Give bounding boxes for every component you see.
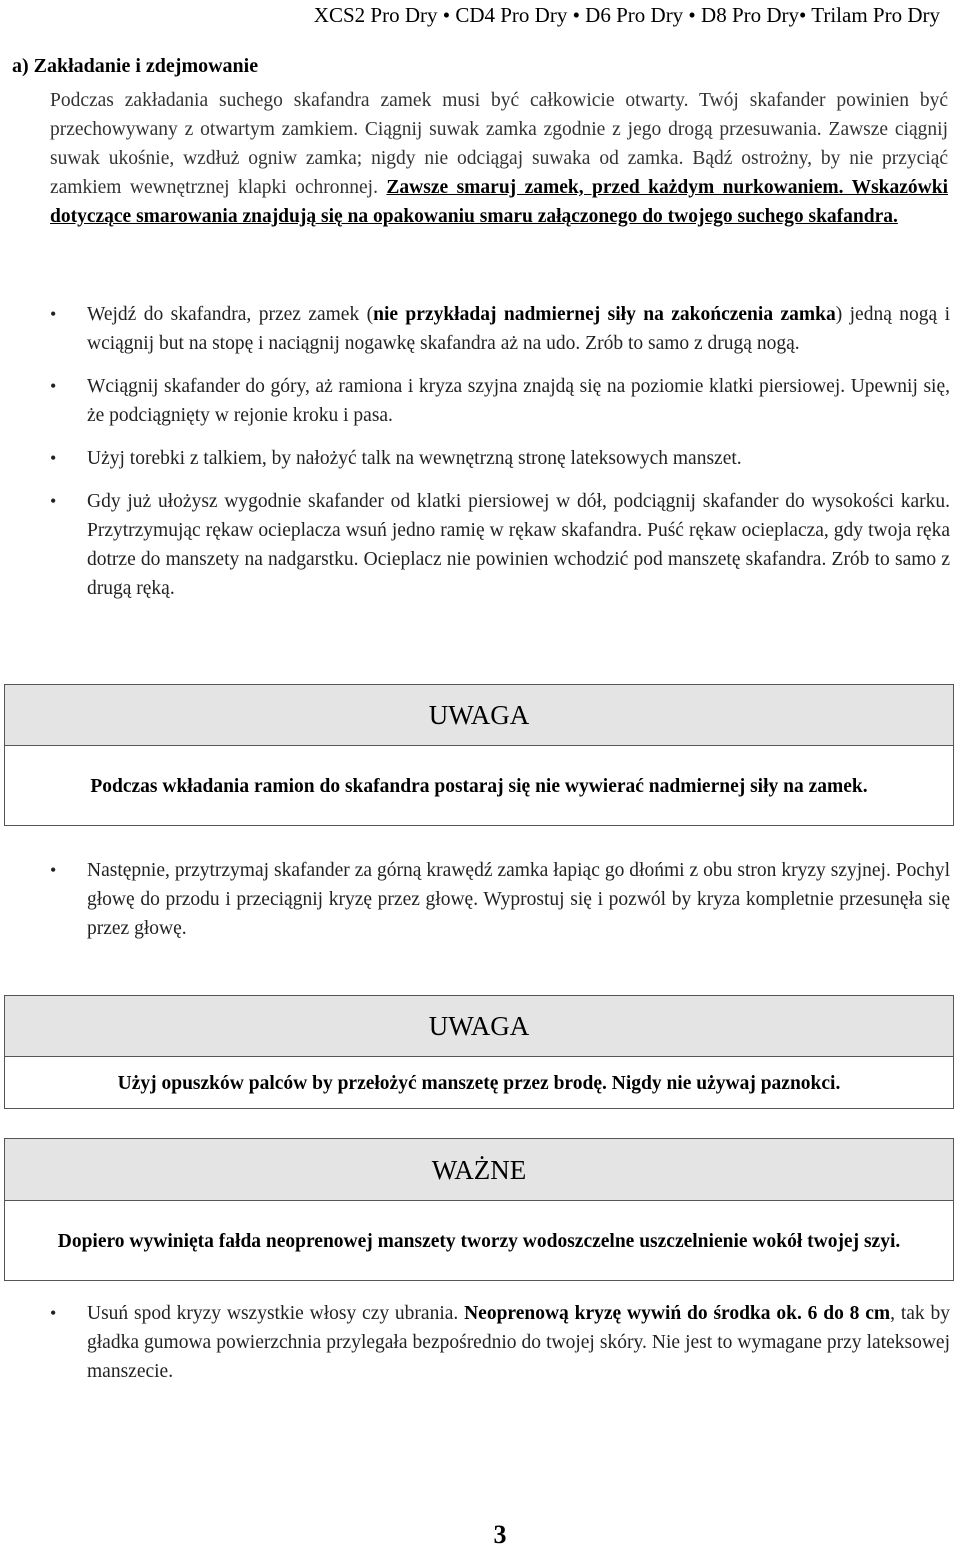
bullet-icon: • [50,448,57,468]
list-item-text: Użyj torebki z talkiem, by nałożyć talk na wewnętrzną stronę lateksowych manszet. [87,448,742,469]
bullet-list-entry-steps [50,300,950,603]
bullet-list-neoprene-seal [50,1299,950,1386]
list-item-bold: nie przykładaj nadmiernej siły na zakończenia zamka [373,304,836,325]
page-number: 3 [493,1520,507,1549]
warning-title: UWAGA [5,996,953,1057]
lubrication-emphasis: Zawsze smaruj zamek, przed każdym nurkowaniem. Wskazówki dotyczące smarowania znajdują się na opakowaniu smaru załączonego do twojego suchego skafandra. [50,177,948,227]
bullet-icon: • [50,1303,57,1323]
list-item [50,300,950,358]
warning-text: Podczas wkładania ramion do skafandra postaraj się nie wywierać nadmiernej siły na zamek. [90,775,868,797]
bullet-icon: • [50,860,57,880]
bullet-icon: • [50,376,57,396]
list-item-text: ) jedną nogą i wciągnij but na stopę i naciągnij nogawkę skafandra aż na udo. Zrób to samo z drugą nogą. [87,304,950,354]
list-item-text: , tak by gładka gumowa powierzchnia przylegała bezpośrednio do twojej skóry. Nie jest to wymagane przy lateksowej manszecie. [87,1303,950,1382]
intro-paragraph [50,86,948,231]
warning-text: Użyj opuszków palców by przełożyć manszetę przez brodę. Nigdy nie używaj paznokci. [117,1072,841,1094]
list-item-text: Gdy już ułożysz wygodnie skafander od klatki piersiowej w dół, podciągnij skafander do wysokości karku. Przytrzymując rękaw ocieplacza wsuń jedno ramię w rękaw skafandra. Puść rękaw ocieplacza, gdy twoja ręka dotrze do manszety na nadgarstku. Ocieplacz nie powinien wchodzić pod manszetę skafandra. Zrób to samo z drugą ręką. [87,491,950,599]
important-title: WAŻNE [5,1139,953,1201]
list-item [50,856,950,943]
list-item-bold: Neoprenową kryzę wywiń do środka ok. 6 do 8 cm [464,1303,891,1324]
running-header: XCS2 Pro Dry • CD4 Pro Dry • D6 Pro Dry • D8 Pro Dry• Trilam Pro Dry [313,3,940,27]
list-item [50,372,950,430]
list-item-text: Wejdź do skafandra, przez zamek ( [87,304,374,325]
intro-text: Podczas zakładania suchego skafandra zamek musi być całkowicie otwarty. Twój skafander powinien być przechowywany z otwartym zamkiem. Ciągnij suwak zamka zgodnie z jego drogą przesuwania. Zawsze ciągnij suwak ukośnie, wzdłuż ogniw zamka; nigdy nie odciągaj suwaka od zamka. Bądź ostrożny, by nie przyciąć zamkiem wewnętrznej klapki ochronnej. [50,90,948,198]
section-heading: a) Zakładanie i zdejmowanie [12,55,259,77]
warning-title: UWAGA [5,685,953,746]
list-item-text: Wciągnij skafander do góry, aż ramiona i kryza szyjna znajdą się na poziomie klatki piersiowej. Upewnij się, że podciągnięty w rejonie kroku i pasa. [87,376,950,426]
important-text: Dopiero wywinięta fałda neoprenowej manszety tworzy wodoszczelne uszczelnienie wokół twojej szyi. [57,1230,901,1252]
bullet-icon: • [50,491,57,511]
list-item [50,1299,950,1386]
bullet-list-neck-seal [50,856,950,943]
warning-box [4,995,954,1109]
bullet-icon: • [50,304,57,324]
list-item-text: Usuń spod kryzy wszystkie włosy czy ubrania. [87,1303,465,1324]
list-item [50,444,950,473]
important-box [4,1138,954,1281]
warning-box [4,684,954,826]
list-item-text: Następnie, przytrzymaj skafander za górną krawędź zamka łapiąc go dłońmi z obu stron kryzy szyjnej. Pochyl głowę do przodu i przeciągnij kryzę przez głowę. Wyprostuj się i pozwól by kryza kompletnie przesunęła się przez głowę. [87,860,950,939]
list-item [50,487,950,603]
